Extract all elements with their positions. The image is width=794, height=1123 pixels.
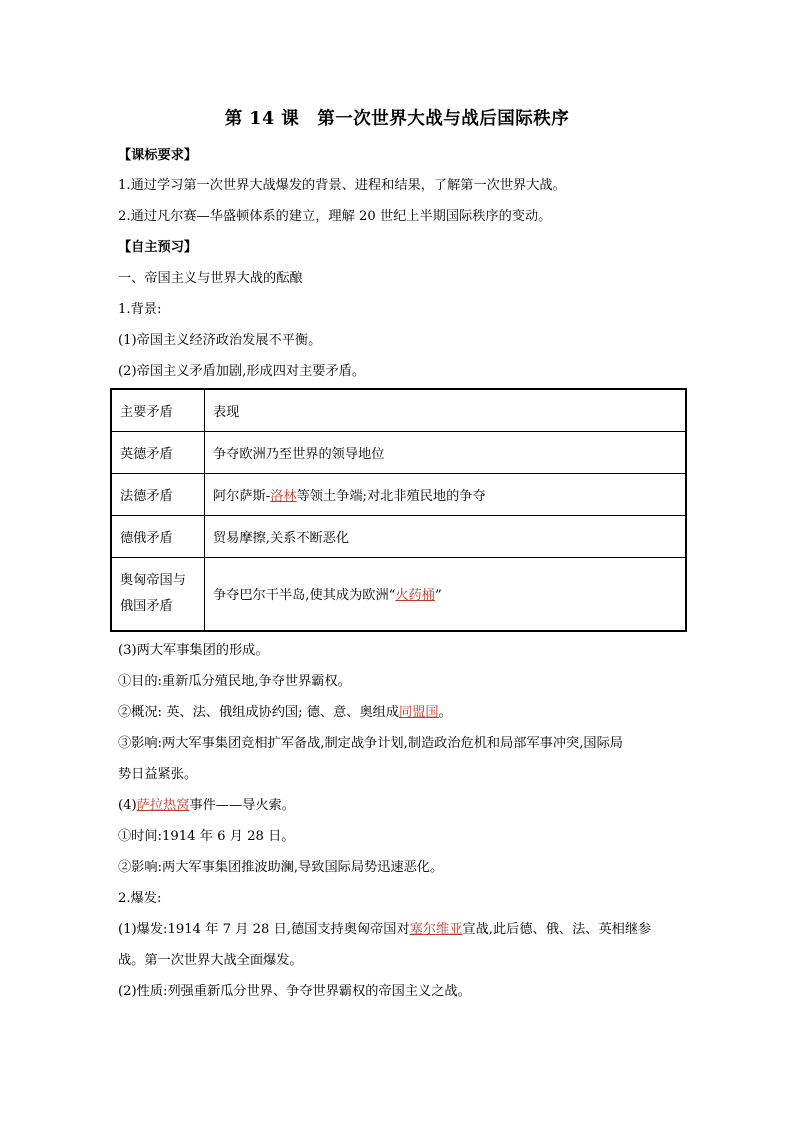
section-heading-kebiao: 【课标要求】	[118, 148, 198, 163]
outbreak-point-1: (1)爆发:1914 年 7 月 28 日,德国支持奥匈帝国对塞尔维亚宣战,此后德、俄、法、英相继参	[118, 922, 652, 937]
background-point-4: (4)萨拉热窝事件——导火索。	[118, 798, 295, 813]
highlighted-term: 萨拉热窝	[136, 798, 190, 813]
background-point-1: (1)帝国主义经济政治发展不平衡。	[118, 333, 322, 348]
highlighted-term: 同盟国	[399, 705, 439, 720]
table-header-cell: 表现	[205, 389, 687, 431]
alliance-overview: ②概况: 英、法、俄组成协约国; 德、意、奥组成同盟国。	[118, 705, 452, 720]
table-cell-name: 英德矛盾	[111, 431, 205, 473]
outbreak-point-2: (2)性质:列强重新瓜分世界、争夺世界霸权的帝国主义之战。	[118, 984, 471, 999]
outbreak-heading: 2.爆发:	[118, 891, 162, 906]
table-header-cell: 主要矛盾	[111, 389, 205, 431]
highlighted-term: 洛林	[270, 488, 297, 504]
event-time: ①时间:1914 年 6 月 28 日。	[118, 829, 295, 844]
kebiao-item-1: 1.通过学习第一次世界大战爆发的背景、进程和结果，了解第一次世界大战。	[118, 178, 566, 193]
table-cell-name: 法德矛盾	[111, 473, 205, 515]
alliance-impact-cont: 势日益紧张。	[118, 767, 198, 782]
highlighted-term: 火药桶	[395, 588, 435, 604]
alliance-impact: ③影响:两大军事集团竞相扩军备战,制定战争计划,制造政治危机和局部军事冲突,国际局	[118, 736, 623, 751]
table-row	[111, 431, 686, 473]
table-cell-detail: 贸易摩擦,关系不断恶化	[205, 515, 687, 557]
outbreak-point-1-cont: 战。第一次世界大战全面爆发。	[118, 953, 303, 968]
section-heading-yuxi: 【自主预习】	[118, 240, 198, 255]
background-point-3: (3)两大军事集团的形成。	[118, 643, 269, 658]
background-point-2: (2)帝国主义矛盾加剧,形成四对主要矛盾。	[118, 364, 366, 379]
alliance-purpose: ①目的:重新瓜分殖民地,争夺世界霸权。	[118, 674, 351, 689]
kebiao-item-2: 2.通过凡尔赛—华盛顿体系的建立，理解 20 世纪上半期国际秩序的变动。	[118, 209, 552, 224]
part1-heading: 一、帝国主义与世界大战的酝酿	[118, 271, 303, 286]
event-impact: ②影响:两大军事集团推波助澜,导致国际局势迅速恶化。	[118, 860, 444, 875]
table-cell-detail: 争夺欧洲乃至世界的领导地位	[205, 431, 687, 473]
table-row	[111, 473, 686, 515]
contradiction-table	[110, 388, 687, 632]
table-cell-detail: 争夺巴尔干半岛,使其成为欧洲“火药桶”	[205, 557, 687, 631]
table-row	[111, 515, 686, 557]
table-cell-name: 奥匈帝国与 俄国矛盾	[111, 557, 205, 631]
page-title: 第 14 课 第一次世界大战与战后国际秩序	[224, 109, 570, 129]
highlighted-term: 塞尔维亚	[409, 922, 463, 937]
background-heading: 1.背景:	[118, 302, 162, 317]
table-row	[111, 557, 686, 631]
table-header-row	[111, 389, 686, 431]
table-cell-name: 德俄矛盾	[111, 515, 205, 557]
table-cell-detail: 阿尔萨斯-洛林等领土争端;对北非殖民地的争夺	[205, 473, 687, 515]
